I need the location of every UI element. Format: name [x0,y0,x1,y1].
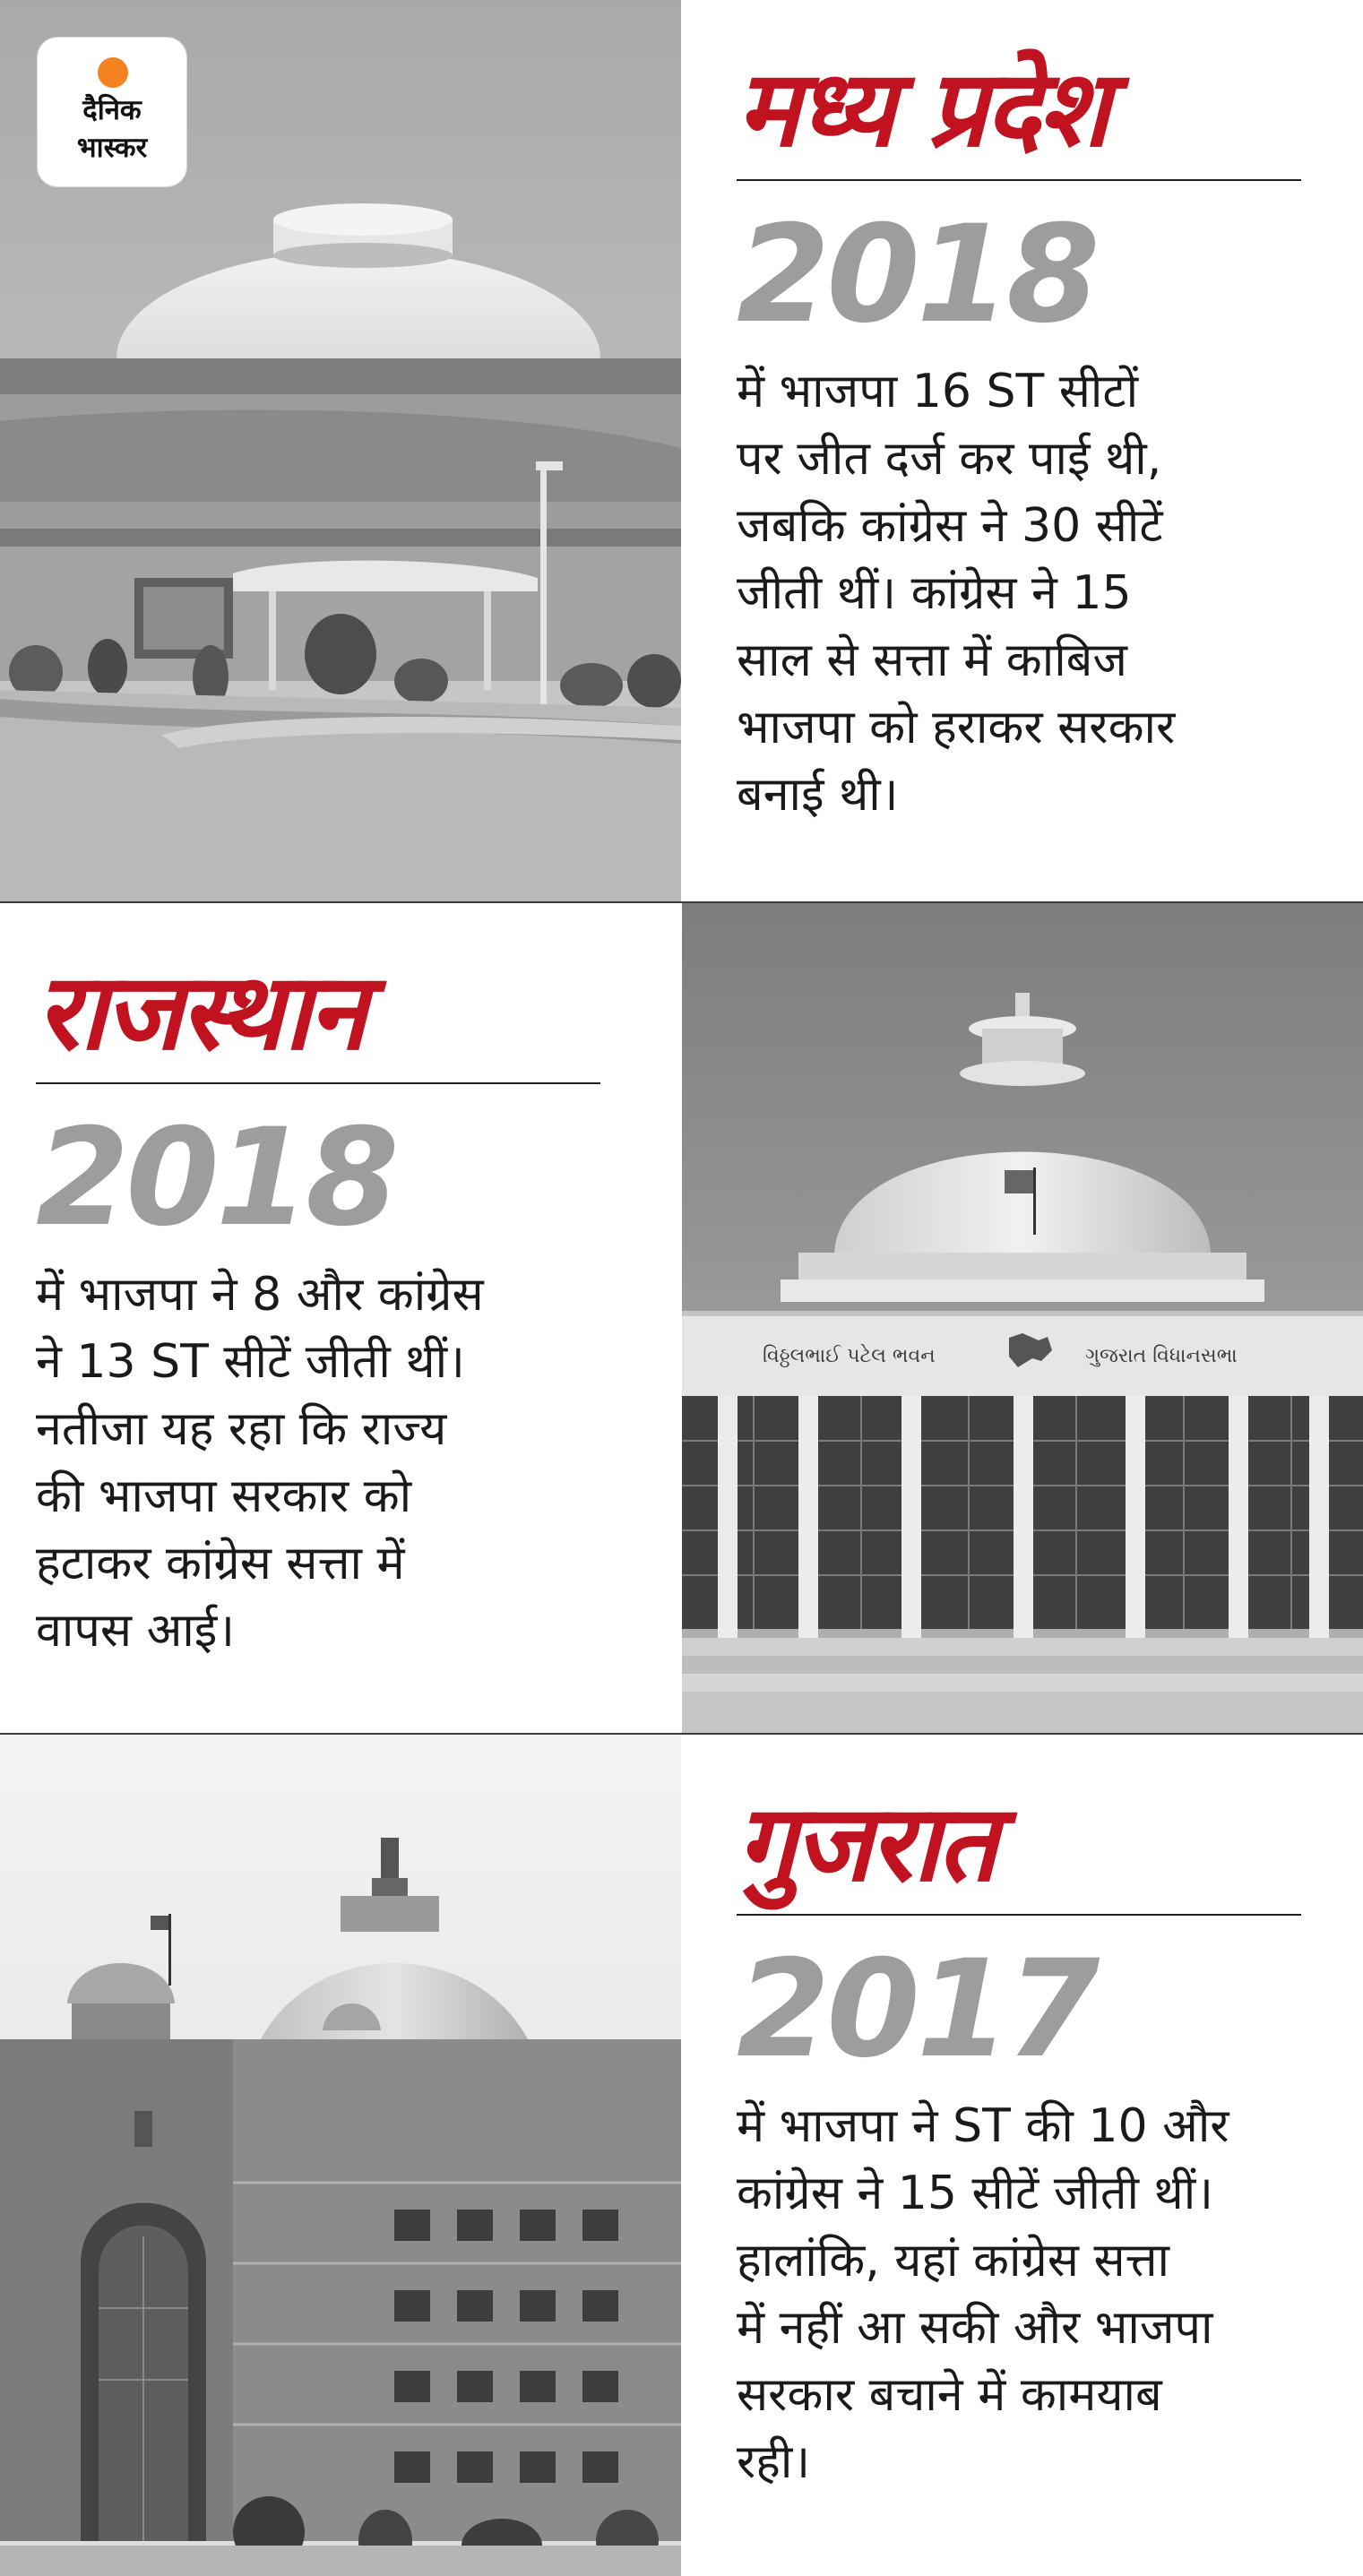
rajasthan-vidhansabha-photo [0,1735,681,2576]
text-line: जबकि कांग्रेस ने 30 सीटें [737,499,1163,553]
rajasthan-assembly-illustration [0,1735,681,2576]
election-year: 2018 [36,1100,396,1256]
building-sign-left: વિઠ્ઠલભાઈ પટેલ ભવન [763,1345,936,1367]
state-title: मध्य प्रदेश [737,47,1108,170]
text-line: साल से सत्ता में काबिज [737,633,1127,687]
building-sign-right: ગુજરાત વિધાનસભા [1085,1345,1238,1367]
text-line: रही। [737,2435,811,2489]
text-line: ने 13 ST सीटें जीती थीं। [36,1335,465,1389]
gujarat-text-block [737,1735,1328,2576]
election-year: 2018 [737,197,1097,353]
title-underline [737,1914,1301,1916]
logo-text-line1: दैनिक [82,94,142,126]
title-underline [36,1082,600,1084]
dainik-bhaskar-logo [38,38,186,186]
text-line: में भाजपा ने ST की 10 और [737,2099,1229,2153]
madhya-pradesh-assembly-photo [0,0,681,901]
text-line: में नहीं आ सकी और भाजपा [737,2301,1213,2355]
text-line: में भाजपा ने 8 और कांग्रेस [36,1268,484,1322]
result-description [737,2093,1328,2496]
result-description [737,358,1328,829]
election-year: 2017 [737,1932,1097,2088]
madhya-pradesh-text-block [737,0,1328,901]
text-line: भाजपा को हराकर सरकार [737,701,1176,754]
section-gujarat [0,1735,1363,2576]
result-description [36,1262,627,1665]
text-line: हटाकर कांग्रेस सत्ता में [36,1537,405,1590]
text-line: पर जीत दर्ज कर पाई थी, [737,432,1162,486]
text-line: नतीजा यह रहा कि राज्य [36,1402,447,1456]
text-line: में भाजपा 16 ST सीटों [737,365,1139,418]
gujarat-assembly-illustration [682,903,1363,1733]
text-line: कांग्रेस ने 15 सीटें जीती थीं। [737,2167,1213,2220]
logo-text-line2: भास्कर [76,132,148,164]
logo-sun-icon [98,57,128,88]
text-line: जीती थीं। कांग्रेस ने 15 [737,566,1132,620]
text-line: वापस आई। [36,1604,235,1658]
text-line: सरकार बचाने में कामयाब [737,2368,1162,2422]
rajasthan-text-block [36,903,627,1733]
state-title: गुजरात [737,1781,996,1905]
section-madhya-pradesh [0,0,1363,901]
text-line: की भाजपा सरकार को [36,1469,412,1523]
title-underline [737,179,1301,181]
state-title: राजस्थान [36,950,365,1073]
text-line: बनाई थी। [737,768,899,822]
text-line: हालांकि, यहां कांग्रेस सत्ता [737,2234,1170,2287]
gujarat-vidhansabha-photo [682,903,1363,1733]
section-rajasthan [0,903,1363,1733]
